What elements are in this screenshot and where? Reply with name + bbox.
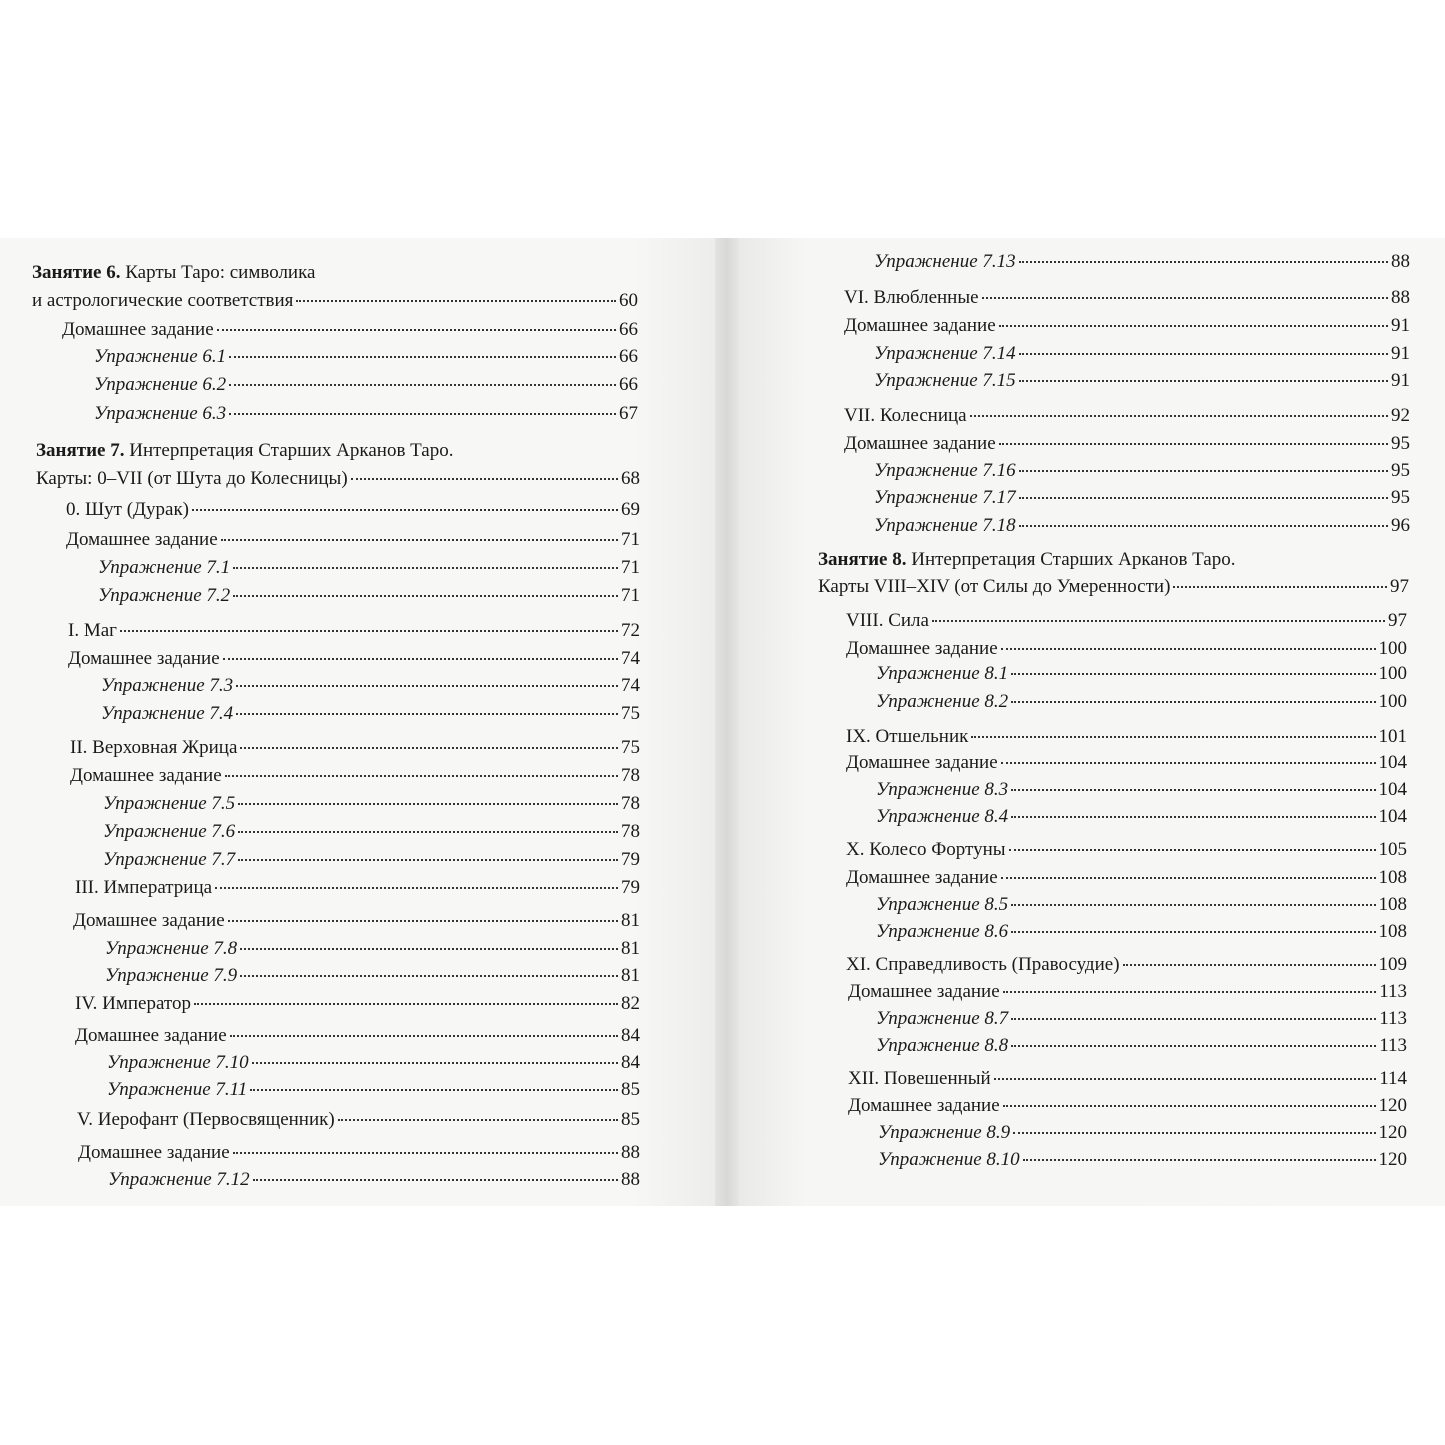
toc-entry[interactable] bbox=[75, 992, 640, 1016]
dot-leader bbox=[1009, 849, 1376, 851]
toc-page-number: 82 bbox=[621, 993, 640, 1014]
toc-page-number: 91 bbox=[1391, 315, 1410, 336]
toc-entry[interactable] bbox=[844, 286, 1410, 310]
toc-exercise-entry[interactable] bbox=[874, 486, 1410, 510]
dot-leader bbox=[236, 713, 618, 715]
toc-entry[interactable] bbox=[844, 432, 1410, 456]
toc-entry[interactable] bbox=[846, 838, 1407, 862]
toc-page-number: 95 bbox=[1391, 487, 1410, 508]
toc-page-number: 75 bbox=[621, 703, 640, 724]
toc-title: Домашнее задание bbox=[848, 1095, 1000, 1116]
toc-page-number: 113 bbox=[1379, 1008, 1407, 1029]
toc-page-number: 85 bbox=[621, 1079, 640, 1100]
toc-title: Упражнение 7.8 bbox=[105, 938, 238, 959]
toc-page-number: 100 bbox=[1378, 663, 1407, 684]
toc-page-number: 91 bbox=[1391, 343, 1410, 364]
toc-title: Упражнение 8.9 bbox=[878, 1122, 1011, 1143]
dot-leader bbox=[1011, 1018, 1376, 1020]
toc-title: Упражнение 8.3 bbox=[876, 779, 1009, 800]
toc-exercise-entry[interactable] bbox=[876, 805, 1407, 829]
dot-leader bbox=[225, 775, 618, 777]
toc-title: Упражнение 7.11 bbox=[107, 1079, 248, 1100]
toc-exercise-entry[interactable] bbox=[876, 893, 1407, 917]
toc-page-number: 120 bbox=[1378, 1095, 1407, 1116]
toc-entry[interactable] bbox=[77, 1108, 640, 1132]
toc-page-number: 120 bbox=[1378, 1122, 1407, 1143]
toc-title: Упражнение 7.12 bbox=[108, 1169, 250, 1190]
dot-leader bbox=[192, 509, 618, 511]
toc-page-number: 67 bbox=[619, 403, 638, 424]
dot-leader bbox=[194, 1003, 618, 1005]
dot-leader bbox=[215, 887, 618, 889]
toc-page-number: 91 bbox=[1391, 370, 1410, 391]
toc-entry[interactable] bbox=[846, 751, 1407, 775]
toc-title: Упражнение 7.6 bbox=[103, 821, 236, 842]
toc-title: 0. Шут (Дурак) bbox=[66, 499, 189, 520]
toc-title: и астрологические соответствия bbox=[32, 290, 294, 311]
toc-page-number: 78 bbox=[621, 765, 640, 786]
dot-leader bbox=[238, 859, 618, 861]
toc-title: Упражнение 8.7 bbox=[876, 1008, 1009, 1029]
dot-leader bbox=[253, 1179, 618, 1181]
toc-exercise-entry[interactable] bbox=[94, 402, 638, 426]
toc-entry[interactable] bbox=[62, 318, 638, 342]
toc-exercise-entry[interactable] bbox=[107, 1078, 640, 1102]
toc-page-number: 108 bbox=[1378, 921, 1407, 942]
dot-leader bbox=[296, 300, 616, 302]
dot-leader bbox=[1123, 964, 1376, 966]
dot-leader bbox=[1019, 470, 1388, 472]
toc-title: Упражнение 7.13 bbox=[874, 251, 1016, 272]
toc-title: XII. Повешенный bbox=[848, 1068, 991, 1089]
dot-leader bbox=[1011, 701, 1375, 703]
toc-page-number: 84 bbox=[621, 1025, 640, 1046]
toc-page-number: 113 bbox=[1379, 1035, 1407, 1056]
toc-title: II. Верховная Жрица bbox=[70, 737, 238, 758]
toc-entry[interactable] bbox=[68, 619, 640, 643]
toc-entry[interactable] bbox=[66, 498, 640, 522]
toc-title: Упражнение 7.14 bbox=[874, 343, 1016, 364]
toc-page-number: 79 bbox=[621, 877, 640, 898]
dot-leader bbox=[233, 1152, 618, 1154]
dot-leader bbox=[238, 803, 618, 805]
toc-page-number: 96 bbox=[1391, 515, 1410, 536]
dot-leader bbox=[1001, 762, 1376, 764]
toc-title: V. Иерофант (Первосвященник) bbox=[77, 1109, 335, 1130]
toc-title: Упражнение 6.1 bbox=[94, 346, 227, 367]
toc-title: Упражнение 7.16 bbox=[874, 460, 1016, 481]
toc-title: Упражнение 7.4 bbox=[101, 703, 234, 724]
toc-title: VIII. Сила bbox=[846, 610, 929, 631]
toc-page-number: 114 bbox=[1379, 1068, 1407, 1089]
toc-title: Домашнее задание bbox=[70, 765, 222, 786]
toc-page-number: 71 bbox=[621, 585, 640, 606]
toc-page-number: 71 bbox=[621, 529, 640, 550]
toc-title: Домашнее задание bbox=[848, 981, 1000, 1002]
toc-exercise-entry[interactable] bbox=[874, 369, 1410, 393]
book-gutter bbox=[715, 238, 739, 1206]
toc-exercise-entry[interactable] bbox=[94, 345, 638, 369]
toc-page-number: 97 bbox=[1388, 610, 1407, 631]
toc-exercise-entry[interactable] bbox=[874, 514, 1410, 538]
dot-leader bbox=[120, 630, 618, 632]
toc-page-number: 113 bbox=[1379, 981, 1407, 1002]
dot-leader bbox=[1003, 1105, 1376, 1107]
toc-title: Упражнение 7.7 bbox=[103, 849, 236, 870]
toc-page-number: 72 bbox=[621, 620, 640, 641]
dot-leader bbox=[338, 1119, 618, 1121]
dot-leader bbox=[230, 1035, 618, 1037]
toc-page-number: 88 bbox=[621, 1169, 640, 1190]
toc-entry[interactable] bbox=[848, 1094, 1407, 1118]
toc-title: Домашнее задание bbox=[846, 752, 998, 773]
toc-page-number: 79 bbox=[621, 849, 640, 870]
dot-leader bbox=[229, 384, 616, 386]
toc-exercise-entry[interactable] bbox=[101, 702, 640, 726]
dot-leader bbox=[229, 413, 616, 415]
toc-title: I. Маг bbox=[68, 620, 117, 641]
toc-exercise-entry[interactable] bbox=[94, 373, 638, 397]
toc-page-number: 104 bbox=[1378, 806, 1407, 827]
toc-exercise-entry[interactable] bbox=[876, 1034, 1407, 1058]
dot-leader bbox=[971, 736, 1375, 738]
toc-title: Упражнение 8.8 bbox=[876, 1035, 1009, 1056]
lesson7-entry[interactable] bbox=[36, 467, 640, 491]
toc-page-number: 81 bbox=[621, 938, 640, 959]
dot-leader bbox=[240, 747, 618, 749]
toc-title: Карты VIII–XIV (от Силы до Умеренности) bbox=[818, 576, 1171, 597]
toc-exercise-entry[interactable] bbox=[101, 674, 640, 698]
dot-leader bbox=[250, 1089, 618, 1091]
dot-leader bbox=[233, 567, 618, 569]
toc-title: Упражнение 7.17 bbox=[874, 487, 1016, 508]
toc-title: Домашнее задание bbox=[846, 867, 998, 888]
dot-leader bbox=[999, 443, 1388, 445]
dot-leader bbox=[1019, 261, 1388, 263]
toc-page-number: 101 bbox=[1378, 726, 1407, 747]
toc-title: Упражнение 7.3 bbox=[101, 675, 234, 696]
toc-page-number: 81 bbox=[621, 910, 640, 931]
toc-page-number: 109 bbox=[1378, 954, 1407, 975]
toc-entry[interactable] bbox=[66, 528, 640, 552]
toc-title: Упражнение 7.10 bbox=[107, 1052, 249, 1073]
toc-title: Упражнение 7.2 bbox=[98, 585, 231, 606]
toc-page-number: 66 bbox=[619, 319, 638, 340]
dot-leader bbox=[1013, 1132, 1375, 1134]
toc-title: Упражнение 8.10 bbox=[878, 1149, 1020, 1170]
toc-page-number: 100 bbox=[1378, 638, 1407, 659]
toc-title: VII. Колесница bbox=[844, 405, 967, 426]
toc-page-number: 120 bbox=[1378, 1149, 1407, 1170]
toc-entry[interactable] bbox=[73, 909, 640, 933]
dot-leader bbox=[982, 297, 1388, 299]
toc-page-number: 88 bbox=[1391, 251, 1410, 272]
dot-leader bbox=[1011, 816, 1375, 818]
toc-page-number: 78 bbox=[621, 821, 640, 842]
dot-leader bbox=[351, 478, 618, 480]
dot-leader bbox=[1019, 353, 1388, 355]
toc-exercise-entry[interactable] bbox=[876, 690, 1407, 714]
toc-page-number: 88 bbox=[621, 1142, 640, 1163]
dot-leader bbox=[240, 948, 618, 950]
dot-leader bbox=[217, 329, 616, 331]
toc-page-number: 105 bbox=[1378, 839, 1407, 860]
toc-exercise-entry[interactable] bbox=[876, 920, 1407, 944]
toc-exercise-entry[interactable] bbox=[876, 778, 1407, 802]
toc-entry[interactable] bbox=[75, 1024, 640, 1048]
lesson8-heading: Занятие 8. Интерпретация Старших Арканов Таро. bbox=[818, 549, 1236, 570]
toc-exercise-entry[interactable] bbox=[103, 792, 640, 816]
dot-leader bbox=[1173, 586, 1387, 588]
toc-title: IV. Император bbox=[75, 993, 191, 1014]
toc-title: Домашнее задание bbox=[75, 1025, 227, 1046]
dot-leader bbox=[1001, 648, 1376, 650]
toc-entry[interactable] bbox=[68, 647, 640, 671]
dot-leader bbox=[252, 1062, 618, 1064]
toc-title: Упражнение 6.3 bbox=[94, 403, 227, 424]
toc-title: Упражнение 7.18 bbox=[874, 515, 1016, 536]
dot-leader bbox=[1019, 525, 1388, 527]
dot-leader bbox=[1023, 1159, 1376, 1161]
toc-entry[interactable] bbox=[70, 736, 640, 760]
dot-leader bbox=[1011, 1045, 1376, 1047]
toc-page-number: 74 bbox=[621, 648, 640, 669]
toc-title: XI. Справедливость (Правосудие) bbox=[846, 954, 1120, 975]
toc-entry[interactable] bbox=[846, 609, 1407, 633]
toc-entry[interactable] bbox=[844, 314, 1410, 338]
toc-page-number: 74 bbox=[621, 675, 640, 696]
toc-page-number: 104 bbox=[1378, 752, 1407, 773]
dot-leader bbox=[1011, 673, 1375, 675]
toc-page-number: 95 bbox=[1391, 460, 1410, 481]
dot-leader bbox=[1001, 877, 1376, 879]
toc-title: Домашнее задание bbox=[844, 433, 996, 454]
dot-leader bbox=[1019, 497, 1388, 499]
toc-title: Домашнее задание bbox=[844, 315, 996, 336]
dot-leader bbox=[1019, 380, 1388, 382]
toc-title: Упражнение 6.2 bbox=[94, 374, 227, 395]
toc-page-number: 97 bbox=[1390, 576, 1409, 597]
toc-title: III. Императрица bbox=[75, 877, 213, 898]
toc-page-number: 60 bbox=[619, 290, 638, 311]
dot-leader bbox=[932, 620, 1385, 622]
toc-title: Домашнее задание bbox=[78, 1142, 230, 1163]
dot-leader bbox=[229, 356, 616, 358]
toc-exercise-entry[interactable] bbox=[874, 459, 1410, 483]
dot-leader bbox=[1011, 931, 1375, 933]
toc-page-number: 71 bbox=[621, 557, 640, 578]
lesson6-entry[interactable] bbox=[32, 289, 638, 313]
toc-exercise-entry[interactable] bbox=[103, 820, 640, 844]
dot-leader bbox=[228, 920, 618, 922]
lesson7-heading: Занятие 7. Интерпретация Старших Арканов Таро. bbox=[36, 440, 454, 461]
toc-title: VI. Влюбленные bbox=[844, 287, 979, 308]
toc-page-number: 108 bbox=[1378, 867, 1407, 888]
toc-entry[interactable] bbox=[846, 866, 1407, 890]
toc-entry[interactable] bbox=[844, 404, 1410, 428]
toc-exercise-entry[interactable] bbox=[103, 848, 640, 872]
toc-title: Упражнение 8.6 bbox=[876, 921, 1009, 942]
toc-title: Упражнение 7.5 bbox=[103, 793, 236, 814]
toc-title: Домашнее задание bbox=[62, 319, 214, 340]
toc-page-number: 66 bbox=[619, 346, 638, 367]
toc-entry[interactable] bbox=[846, 637, 1407, 661]
toc-title: Упражнение 8.4 bbox=[876, 806, 1009, 827]
toc-exercise-entry[interactable] bbox=[878, 1148, 1407, 1172]
toc-exercise-entry[interactable] bbox=[105, 964, 640, 988]
toc-title: Упражнение 7.9 bbox=[105, 965, 238, 986]
toc-page-number: 104 bbox=[1378, 779, 1407, 800]
dot-leader bbox=[223, 658, 618, 660]
toc-entry[interactable] bbox=[70, 764, 640, 788]
toc-page-number: 66 bbox=[619, 374, 638, 395]
toc-exercise-entry[interactable] bbox=[876, 1007, 1407, 1031]
toc-title: Домашнее задание bbox=[846, 638, 998, 659]
toc-title: X. Колесо Фортуны bbox=[846, 839, 1006, 860]
dot-leader bbox=[233, 595, 618, 597]
dot-leader bbox=[1011, 904, 1375, 906]
dot-leader bbox=[1011, 789, 1375, 791]
toc-title: Карты: 0–VII (от Шута до Колесницы) bbox=[36, 468, 348, 489]
toc-entry[interactable] bbox=[848, 1067, 1407, 1091]
dot-leader bbox=[999, 325, 1388, 327]
toc-page-number: 85 bbox=[621, 1109, 640, 1130]
toc-page-number: 108 bbox=[1378, 894, 1407, 915]
toc-exercise-entry[interactable] bbox=[876, 662, 1407, 686]
toc-page-number: 95 bbox=[1391, 433, 1410, 454]
dot-leader bbox=[236, 685, 618, 687]
toc-page-number: 88 bbox=[1391, 287, 1410, 308]
dot-leader bbox=[238, 831, 618, 833]
toc-exercise-entry[interactable] bbox=[107, 1051, 640, 1075]
toc-title: Домашнее задание bbox=[73, 910, 225, 931]
dot-leader bbox=[1003, 991, 1377, 993]
toc-entry[interactable] bbox=[75, 876, 640, 900]
toc-entry[interactable] bbox=[848, 980, 1407, 1004]
toc-title: Упражнение 7.1 bbox=[98, 557, 231, 578]
toc-title: IX. Отшельник bbox=[846, 726, 969, 747]
toc-page-number: 69 bbox=[621, 499, 640, 520]
toc-title: Домашнее задание bbox=[66, 529, 218, 550]
toc-page-number: 84 bbox=[621, 1052, 640, 1073]
toc-entry[interactable] bbox=[846, 725, 1407, 749]
dot-leader bbox=[994, 1078, 1376, 1080]
toc-title: Упражнение 8.5 bbox=[876, 894, 1009, 915]
toc-page-number: 68 bbox=[621, 468, 640, 489]
toc-exercise-entry[interactable] bbox=[874, 250, 1410, 274]
toc-entry[interactable] bbox=[78, 1141, 640, 1165]
lesson8-entry[interactable] bbox=[818, 575, 1409, 599]
toc-page-number: 92 bbox=[1391, 405, 1410, 426]
dot-leader bbox=[240, 975, 618, 977]
toc-exercise-entry[interactable] bbox=[878, 1121, 1407, 1145]
toc-title: Упражнение 7.15 bbox=[874, 370, 1016, 391]
lesson6-heading: Занятие 6. Карты Таро: символика bbox=[32, 262, 316, 283]
toc-page-number: 100 bbox=[1378, 691, 1407, 712]
toc-exercise-entry[interactable] bbox=[874, 342, 1410, 366]
toc-title: Упражнение 8.2 bbox=[876, 691, 1009, 712]
toc-entry[interactable] bbox=[846, 953, 1407, 977]
toc-title: Домашнее задание bbox=[68, 648, 220, 669]
toc-page-number: 78 bbox=[621, 793, 640, 814]
toc-exercise-entry[interactable] bbox=[105, 937, 640, 961]
toc-exercise-entry[interactable] bbox=[98, 556, 640, 580]
dot-leader bbox=[970, 415, 1388, 417]
dot-leader bbox=[221, 539, 618, 541]
toc-exercise-entry[interactable] bbox=[108, 1168, 640, 1192]
toc-page-number: 75 bbox=[621, 737, 640, 758]
toc-exercise-entry[interactable] bbox=[98, 584, 640, 608]
toc-page-number: 81 bbox=[621, 965, 640, 986]
toc-title: Упражнение 8.1 bbox=[876, 663, 1009, 684]
